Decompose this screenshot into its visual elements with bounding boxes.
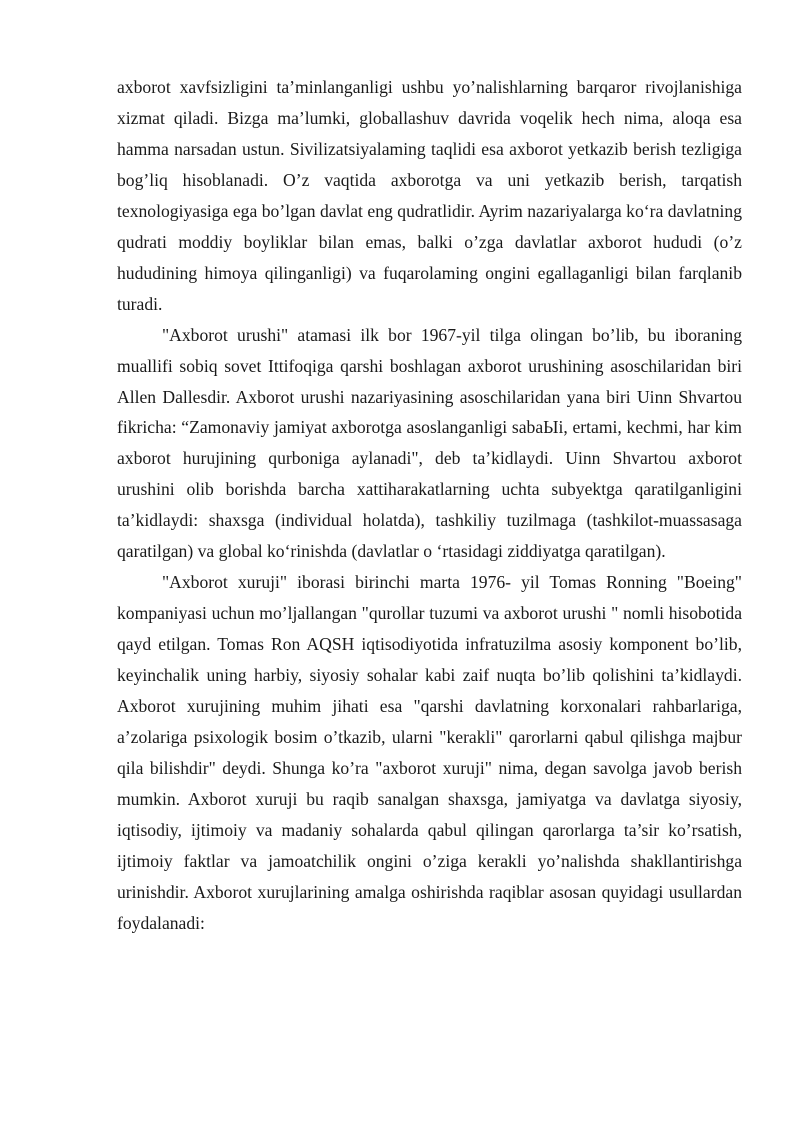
- paragraph-information-security: axborot xavfsizligini ta’minlanganligi ushbu yo’nalishlarning barqaror rivojlanishiga xizmat qiladi. Bizga ma’lumki, globallashuv davrida voqelik hech nima, aloqa esa hamma narsadan ustun. Sivilizatsiyalaming taqlidi esa axborot yetkazib berish tezligiga bog’liq hisoblanadi. O’z vaqtida axborotga va uni yetkazib berish, tarqatish texnologiyasiga ega bo’lgan davlat eng qudratlidir. Ayrim nazariyalarga ko‘ra davlatning qudrati moddiy boyliklar bilan emas, balki o’zga davlatlar axborot hududi (o’z hududining himoya qilinganligi) va fuqarolaming ongini egallaganligi bilan farqlanib turadi.: [117, 77, 742, 314]
- document-body: [117, 72, 742, 939]
- paragraph-information-war: "Axborot urushi" atamasi ilk bor 1967-yil tilga olingan bo’lib, bu iboraning muallifi sobiq sovet Ittifoqiga qarshi boshlagan axborot urushining asoschilaridan biri Allen Dallesdir. Axborot urushi nazariyasining asoschilaridan yana biri Uinn Shvartou fikricha: “Zamonaviy jamiyat axborotga asoslanganligi sabaЫi, ertami, kechmi, har kim axborot hurujining qurboniga aylanadi", deb ta’kidlaydi. Uinn Shvartou axborot urushini olib borishda barcha xattiharakatlarning uchta subyektga qaratilganligini ta’kidlaydi: shaxsga (individual holatda), tashkiliy tuzilmaga (tashkilot-muassasaga qaratilgan) va global ko‘rinishda (davlatlar o ‘rtasidagi ziddiyatga qaratilgan).: [117, 324, 742, 562]
- paragraph-information-attack: "Axborot xuruji" iborasi birinchi marta 1976- yil Tomas Ronning "Boeing" kompaniyasi uchun mo’ljallangan "qurollar tuzumi va axborot urushi " nomli hisobotida qayd etilgan. Tomas Ron AQSH iqtisodiyotida infratuzilma asosiy komponent bo’lib, keyinchalik uning harbiy, siyosiy sohalar kabi zaif nuqta bo’lib qolishini ta’kidlaydi. Axborot xurujining muhim jihati esa "qarshi davlatning korxonalari rahbarlariga, a’zolariga psixologik bosim o’tkazib, ularni "kerakli" qarorlarni qabul qilishga majbur qila bilishdir" deydi. Shunga ko’ra "axborot xuruji" nima, degan savolga javob berish mumkin. Axborot xuruji bu raqib sanalgan shaxsga, jamiyatga va davlatga siyosiy, iqtisodiy, ijtimoiy va madaniy sohalarda qabul qilingan qarorlarga ta’sir ko’rsatish, ijtimoiy faktlar va jamoatchilik ongini o’ziga kerakli yo’nalishda shakllantirishga urinishdir. Axborot xurujlarining amalga oshirishda raqiblar asosan quyidagi usullardan foydalanadi:: [117, 572, 742, 933]
